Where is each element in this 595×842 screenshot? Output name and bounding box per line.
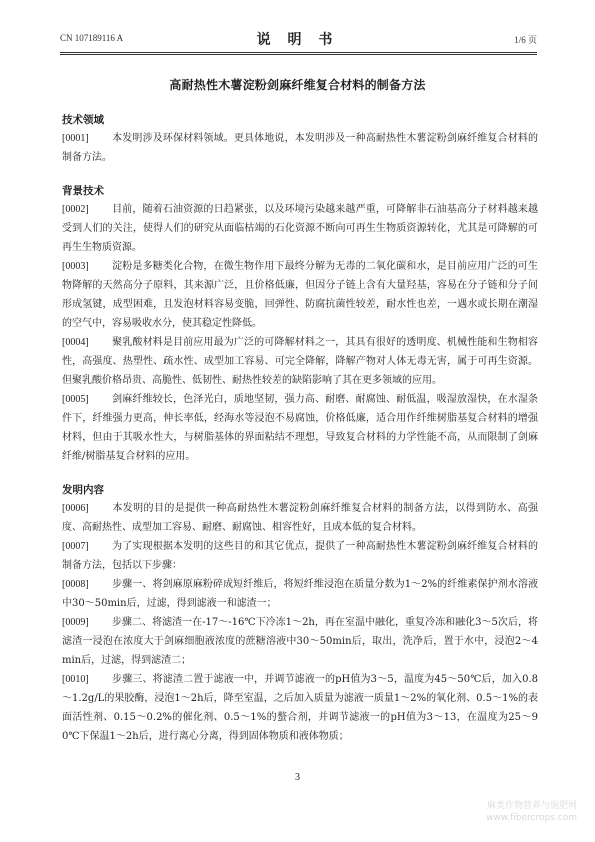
- watermark-line-2: www.fibercrops.com: [486, 813, 577, 823]
- paragraph-text: 目前，随着石油资源的日趋紧张，以及环境污染越来越严重，可降解非石油基高分子材料越来越受到人们的关注，使得人们的研究从面临枯竭的石化资源不断向可再生生物质资源转化，尤其是可降解的可再生生物质资源。: [62, 204, 538, 253]
- watermark: [486, 800, 577, 824]
- paragraph-text: 剑麻纤维较长，色泽光白，质地坚韧，强力高、耐磨、耐腐蚀、耐低温，吸湿放湿快，在水湿条件下，纤维强力更高，伸长率低，经海水等浸泡不易腐蚀，价格低廉，适合用作纤维树脂基复合材料的增强材料，但由于其吸水性大，与树脂基体的界面粘结不理想，导致复合材料的力学性能不高，从而限制了剑麻纤维/树脂基复合材料的应用。: [62, 394, 538, 462]
- paragraph: [62, 333, 538, 390]
- section-heading: 技术领域: [62, 114, 104, 126]
- paragraph-text: 为了实现根据本发明的这些目的和其它优点，提供了一种高耐热性木薯淀粉剑麻纤维复合材料的制备方法，包括以下步骤：: [62, 541, 538, 571]
- paragraph-id: [0004]: [62, 337, 89, 348]
- paragraph-id: [0006]: [62, 503, 89, 514]
- paragraph: [62, 200, 538, 257]
- document-body: [62, 111, 538, 746]
- paragraph-id: [0007]: [62, 541, 89, 552]
- paragraph: [62, 257, 538, 333]
- document-title: 高耐热性木薯淀粉剑麻纤维复合材料的制备方法: [169, 78, 426, 92]
- watermark-line-1: 麻类作物营养与施肥网: [486, 801, 577, 811]
- paragraph-text: 步骤二、将滤渣一在-17～-16℃下冷冻1～2h，再在室温中融化，重复冷冻和融化3～5次后，将滤渣一浸泡在浓度大于剑麻细胞液浓度的蔗糖溶液中30～50min后，取出，洗净后，置于水中，浸泡2～4min后，过滤，得到滤渣二；: [62, 617, 538, 666]
- document-type-heading: 说 明 书: [256, 32, 339, 48]
- paragraph: [62, 575, 538, 613]
- paragraph: [62, 129, 538, 167]
- paragraph: [62, 390, 538, 466]
- section-heading: 背景技术: [62, 185, 104, 197]
- paragraph: [62, 670, 538, 746]
- paragraph: [62, 537, 538, 575]
- paragraph-id: [0003]: [62, 261, 89, 272]
- header-rule-top: [60, 52, 537, 53]
- paragraph-text: 本发明涉及环保材料领域。更具体地说，本发明涉及一种高耐热性木薯淀粉剑麻纤维复合材料的制备方法。: [62, 133, 538, 163]
- page-number: 3: [295, 772, 300, 783]
- page-label: 1/6 页: [514, 35, 537, 45]
- section-spacer: [62, 167, 538, 177]
- paragraph-id: [0005]: [62, 394, 89, 405]
- paragraph: [62, 499, 538, 537]
- paragraph-text: 步骤三、将滤渣二置于滤液一中，并调节滤液一的pH值为3～5，温度为45～50℃后，加入0.8～1.2g/L的果胶酶，浸泡1～2h后，降至室温，之后加入质量为滤液一质量1～2%的氧化剂、0.5～1%的表面活性剂、0.15～0.2%的催化剂、0.5～1%的螯合剂，并调节滤液一的pH值为3～13，在温度为25～90℃下保温1～2h后，进行离心分离，得到固体物质和液体物质；: [62, 674, 538, 742]
- section-heading: 发明内容: [62, 484, 104, 496]
- paragraph-text: 步骤一、将剑麻原麻粉碎成短纤维后，将短纤维浸泡在质量分数为1～2%的纤维素保护剂水溶液中30～50min后，过滤，得到滤液一和滤渣一；: [62, 579, 538, 609]
- document-number: CN 107189116 A: [60, 33, 124, 43]
- paragraph-text: 聚乳酸材料是目前应用最为广泛的可降解材料之一，其具有很好的透明度、机械性能和生物相容性，高强度、热塑性、疏水性、成型加工容易、可完全降解，降解产物对人体无毒无害，属于可再生资源。但聚乳酸价格昂贵、高脆性、低韧性、耐热性较差的缺陷影响了其在更多领域的应用。: [62, 337, 538, 386]
- paragraph-text: 淀粉是多糖类化合物，在微生物作用下最终分解为无毒的二氧化碳和水，是目前应用广泛的可生物降解的天然高分子原料，其来源广泛，且价格低廉，但因分子链上含有大量羟基，容易在分子链和分子间形成氢键，成型困难，且发泡材料容易变脆，回弹性、防腐抗菌性较差，耐水性也差，一遇水或长期在潮湿的空气中，容易吸收水分，使其稳定性降低。: [62, 261, 538, 329]
- paragraph-id: [0008]: [62, 579, 89, 590]
- paragraph-text: 本发明的目的是提供一种高耐热性木薯淀粉剑麻纤维复合材料的制备方法，以得到防水、高强度、高耐热性、成型加工容易、耐磨、耐腐蚀、相容性好，且成本低的复合材料。: [62, 503, 538, 533]
- section-spacer: [62, 466, 538, 476]
- paragraph-id: [0010]: [62, 674, 89, 685]
- paragraph-id: [0009]: [62, 617, 89, 628]
- header-rule-bottom: [60, 54, 537, 55]
- paragraph-id: [0001]: [62, 133, 89, 144]
- paragraph: [62, 613, 538, 670]
- paragraph-id: [0002]: [62, 204, 89, 215]
